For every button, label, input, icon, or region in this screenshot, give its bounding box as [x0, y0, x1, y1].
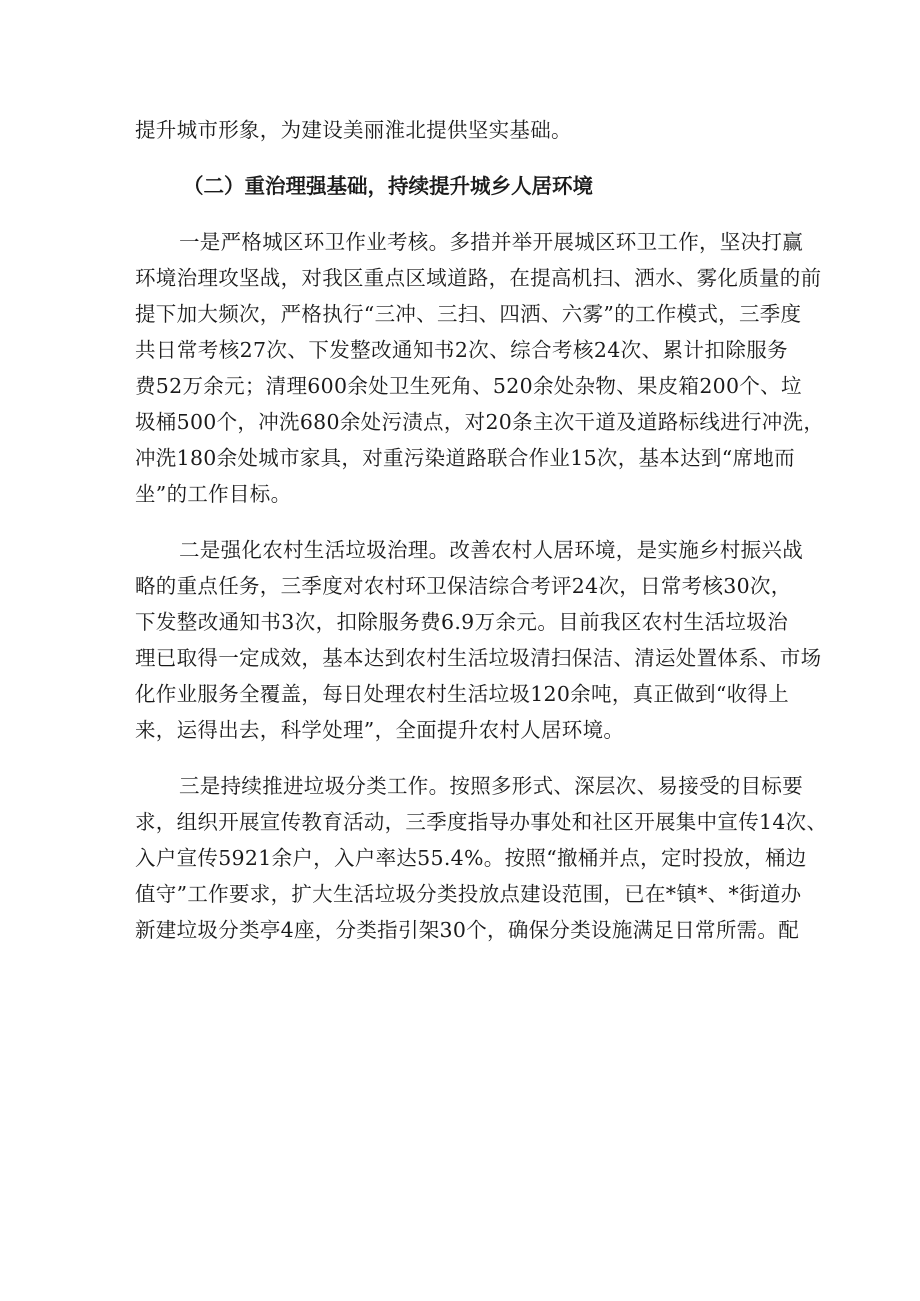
text-line: 理已取得一定成效，基本达到农村生活垃圾清扫保洁、清运处置体系、市场	[135, 646, 822, 670]
text-line: 圾桶500个，冲洗680余处污渍点，对20条主次干道及道路标线进行冲洗，	[135, 410, 825, 434]
text-line: 下发整改通知书3次，扣除服务费6.9万余元。目前我区农村生活垃圾治	[135, 610, 788, 634]
text-line: 化作业服务全覆盖，每日处理农村生活垃圾120余吨，真正做到“收得上	[135, 682, 790, 706]
text-line: 求，组织开展宣传教育活动，三季度指导办事处和社区开展集中宣传14次、	[135, 810, 828, 834]
paragraph-garbage-sorting	[135, 768, 828, 948]
text-line: 提下加大频次，严格执行“三冲、三扫、四洒、六雾”的工作模式，三季度	[135, 302, 802, 326]
text-line: 二是强化农村生活垃圾治理。改善农村人居环境，是实施乡村振兴战	[179, 538, 803, 562]
text-line: 入户宣传5921余户，入户率达55.4%。按照“撤桶并点，定时投放，桶边	[135, 846, 807, 870]
section-heading: （二）重治理强基础，持续提升城乡人居环境	[183, 174, 593, 198]
paragraph-rural-garbage	[135, 532, 822, 748]
text-line: 值守”工作要求，扩大生活垃圾分类投放点建设范围，已在*镇*、*街道办	[135, 882, 802, 906]
text-line: 冲洗180余处城市家具，对重污染道路联合作业15次，基本达到“席地而	[135, 446, 795, 470]
text-line: 费52万余元；清理600余处卫生死角、520余处杂物、果皮箱200个、垃	[135, 374, 802, 398]
intro-paragraph	[135, 112, 788, 148]
text-line: 三是持续推进垃圾分类工作。按照多形式、深层次、易接受的目标要	[179, 774, 803, 798]
text-line: 提升城市形象，为建设美丽淮北提供坚实基础。	[135, 118, 572, 142]
text-line: 坐”的工作目标。	[135, 482, 292, 506]
text-line: 新建垃圾分类亭4座，分类指引架30个，确保分类设施满足日常所需。配	[135, 918, 800, 942]
text-line: 共日常考核27次、下发整改通知书2次、综合考核24次、累计扣除服务	[135, 338, 788, 362]
text-line: 环境治理攻坚战，对我区重点区域道路，在提高机扫、洒水、雾化质量的前	[135, 266, 822, 290]
text-line: 一是严格城区环卫作业考核。多措并举开展城区环卫工作，坚决打赢	[179, 230, 803, 254]
paragraph-sanitation-assessment	[135, 224, 825, 512]
text-line: 来，运得出去，科学处理”，全面提升农村人居环境。	[135, 718, 625, 742]
text-line: 略的重点任务，三季度对农村环卫保洁综合考评24次，日常考核30次，	[135, 574, 792, 598]
